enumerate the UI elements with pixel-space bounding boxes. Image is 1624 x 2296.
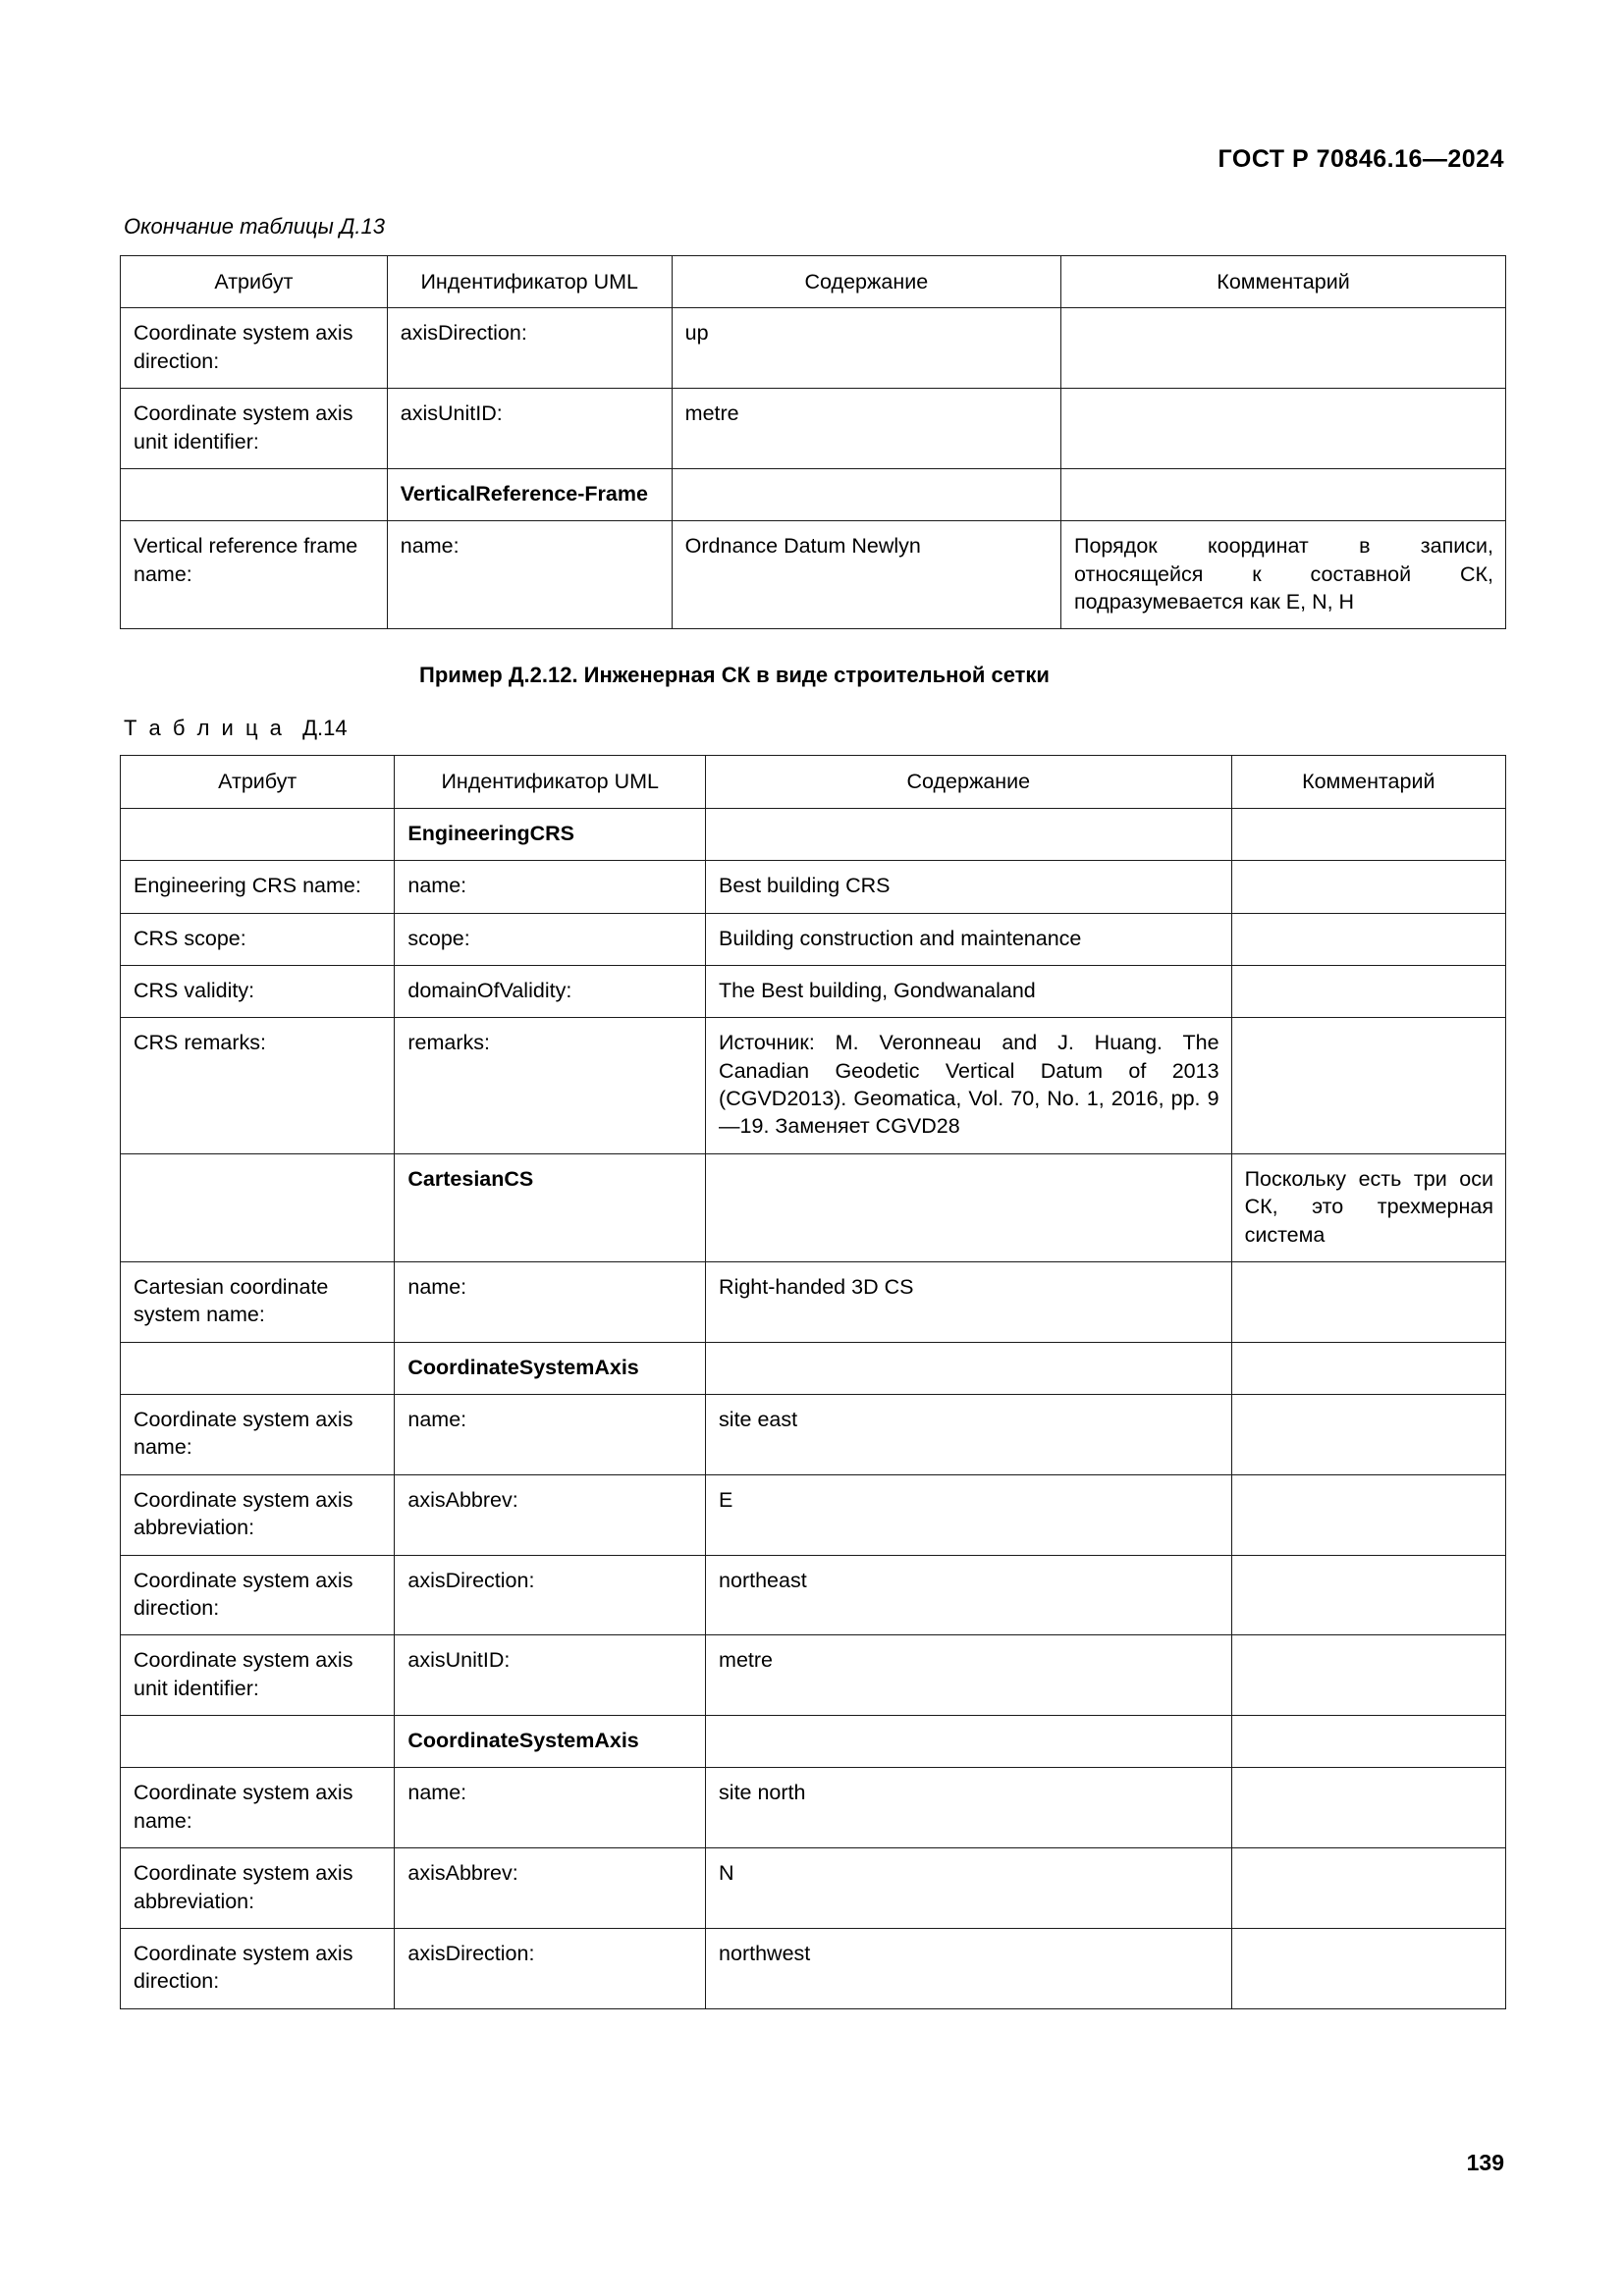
cell-comment [1061,308,1506,389]
cell-attribute: Coordinate system axis name: [121,1768,395,1848]
cell-comment [1231,1474,1505,1555]
table-row [121,861,1506,913]
cell-comment [1061,468,1506,520]
cell-comment [1231,1342,1505,1394]
cell-attribute [121,1153,395,1261]
table-row [121,1635,1506,1716]
cell-uml: name: [395,1395,706,1475]
cell-content: site east [706,1395,1232,1475]
cell-attribute [121,808,395,860]
cell-uml: axisDirection: [395,1928,706,2008]
cell-uml: EngineeringCRS [395,808,706,860]
cell-attribute: Engineering CRS name: [121,861,395,913]
cell-comment [1231,1716,1505,1768]
cell-uml: CoordinateSystemAxis [395,1716,706,1768]
cell-comment [1231,1261,1505,1342]
cell-content: Best building CRS [706,861,1232,913]
cell-attribute: Coordinate system axis direction: [121,308,388,389]
cell-uml: name: [395,1261,706,1342]
cell-content [706,1716,1232,1768]
page-number: 139 [1466,2150,1504,2175]
cell-content [706,808,1232,860]
example-title: Пример Д.2.12. Инженерная СК в виде строительной сетки [419,663,1050,688]
cell-comment [1231,1848,1505,1929]
table-13 [120,255,1506,629]
cell-attribute: Cartesian coordinate system name: [121,1261,395,1342]
cell-content: N [706,1848,1232,1929]
table-row [121,1153,1506,1261]
cell-content [706,1342,1232,1394]
cell-content: E [706,1474,1232,1555]
cell-content: The Best building, Gondwanaland [706,965,1232,1017]
cell-content: Источник: M. Veronneau and J. Huang. The Canadian Geodetic Vertical Datum of 2013 (CGVD2013). Geomatica, Vol. 70, No. 1, 2016, pp. 9—19. Заменяет CGVD28 [706,1018,1232,1154]
cell-uml: remarks: [395,1018,706,1154]
column-header: Атрибут [121,256,388,308]
cell-attribute: Coordinate system axis direction: [121,1555,395,1635]
cell-uml: axisUnitID: [395,1635,706,1716]
cell-attribute: Coordinate system axis name: [121,1395,395,1475]
column-header: Атрибут [121,756,395,808]
cell-attribute: Vertical reference frame name: [121,521,388,629]
table-14 [120,755,1506,2008]
table-row [121,1342,1506,1394]
cell-attribute: Coordinate system axis unit identifier: [121,1635,395,1716]
table-row [121,1848,1506,1929]
cell-comment: Порядок координат в записи, относящейся к составной СК, подразумевается как E, N, H [1061,521,1506,629]
cell-uml: axisUnitID: [387,389,672,469]
cell-content: northeast [706,1555,1232,1635]
table-row [121,1716,1506,1768]
table13-caption: Окончание таблицы Д.13 [124,214,385,239]
table-row [121,913,1506,965]
cell-attribute: CRS remarks: [121,1018,395,1154]
column-header: Содержание [672,256,1060,308]
cell-comment [1231,965,1505,1017]
cell-uml: axisAbbrev: [395,1848,706,1929]
cell-uml: name: [395,1768,706,1848]
cell-comment [1231,1635,1505,1716]
cell-comment [1231,1768,1505,1848]
cell-comment [1231,861,1505,913]
table-label-prefix: Т а б л и ц а [124,716,285,741]
cell-comment [1231,808,1505,860]
table-header-row [121,756,1506,808]
table-row [121,1555,1506,1635]
page-content [120,214,1506,2009]
column-header: Комментарий [1231,756,1505,808]
table-row [121,468,1506,520]
cell-content: northwest [706,1928,1232,2008]
cell-uml: axisDirection: [387,308,672,389]
cell-content: Right-handed 3D CS [706,1261,1232,1342]
cell-uml: name: [387,521,672,629]
cell-uml: axisAbbrev: [395,1474,706,1555]
cell-attribute [121,1716,395,1768]
cell-uml: axisDirection: [395,1555,706,1635]
table-row [121,965,1506,1017]
cell-attribute: Coordinate system axis unit identifier: [121,389,388,469]
cell-attribute: Coordinate system axis direction: [121,1928,395,2008]
cell-uml: CartesianCS [395,1153,706,1261]
cell-comment [1231,1395,1505,1475]
cell-content [706,1153,1232,1261]
cell-content: Ordnance Datum Newlyn [672,521,1060,629]
table-row [121,1018,1506,1154]
cell-comment [1231,913,1505,965]
cell-content: up [672,308,1060,389]
cell-uml: scope: [395,913,706,965]
cell-attribute [121,1342,395,1394]
column-header: Содержание [706,756,1232,808]
cell-uml: name: [395,861,706,913]
page-header: ГОСТ Р 70846.16—2024 [1218,145,1504,173]
table-label-number: Д.14 [302,716,348,741]
cell-comment [1231,1928,1505,2008]
table14-label [124,716,1506,741]
cell-content: Building construction and maintenance [706,913,1232,965]
table-row [121,1768,1506,1848]
cell-attribute: CRS validity: [121,965,395,1017]
cell-content: site north [706,1768,1232,1848]
table-header-row [121,256,1506,308]
column-header: Комментарий [1061,256,1506,308]
column-header: Индентификатор UML [387,256,672,308]
cell-attribute [121,468,388,520]
cell-content [672,468,1060,520]
cell-comment: Поскольку есть три оси СК, это трехмерная система [1231,1153,1505,1261]
cell-comment [1231,1555,1505,1635]
table-row [121,308,1506,389]
cell-comment [1061,389,1506,469]
cell-content: metre [706,1635,1232,1716]
table-row [121,521,1506,629]
table-row [121,389,1506,469]
cell-comment [1231,1018,1505,1154]
table-row [121,1928,1506,2008]
table-row [121,1261,1506,1342]
cell-attribute: Coordinate system axis abbreviation: [121,1474,395,1555]
cell-uml: CoordinateSystemAxis [395,1342,706,1394]
cell-attribute: Coordinate system axis abbreviation: [121,1848,395,1929]
column-header: Индентификатор UML [395,756,706,808]
table-row [121,808,1506,860]
cell-content: metre [672,389,1060,469]
table-row [121,1395,1506,1475]
cell-uml: VerticalReference-Frame [387,468,672,520]
cell-uml: domainOfValidity: [395,965,706,1017]
cell-attribute: CRS scope: [121,913,395,965]
table-row [121,1474,1506,1555]
